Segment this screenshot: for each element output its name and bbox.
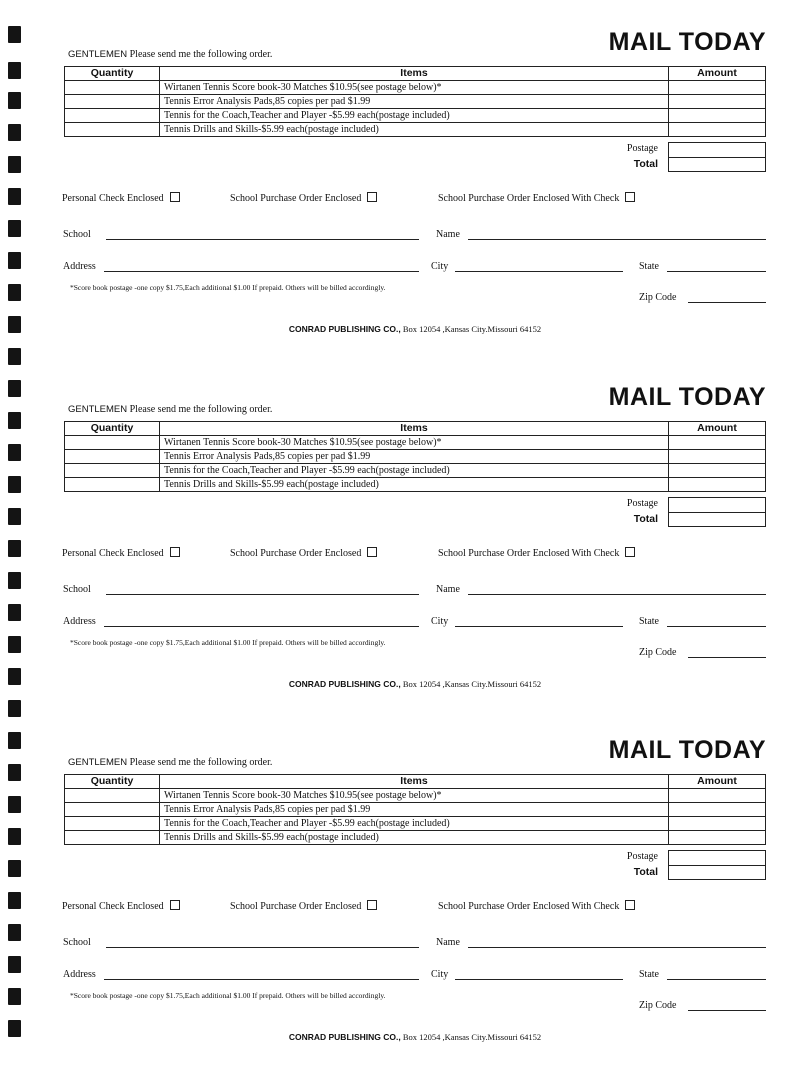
greeting-text: Please send me the following order.: [129, 49, 273, 60]
table-row: [65, 95, 766, 109]
amount-cell[interactable]: [669, 81, 766, 95]
quantity-header: Quantity: [65, 775, 160, 789]
city-field[interactable]: [455, 979, 623, 980]
punch-mark: [8, 380, 21, 397]
quantity-cell[interactable]: [65, 831, 160, 845]
amount-cell[interactable]: [669, 450, 766, 464]
publisher-address: Box 12054 ,Kansas City.Missouri 64152: [402, 1032, 542, 1042]
greeting-text: Please send me the following order.: [129, 404, 273, 415]
punch-mark: [8, 636, 21, 653]
school-po-check-option: [438, 900, 635, 912]
quantity-cell[interactable]: [65, 436, 160, 450]
table-row: [65, 817, 766, 831]
total-box[interactable]: [668, 512, 766, 527]
table-row: [65, 803, 766, 817]
personal-check-option: [62, 192, 180, 204]
school-po-check-option: [438, 547, 635, 559]
order-table: [64, 66, 766, 137]
greeting-text: Please send me the following order.: [129, 757, 273, 768]
amount-header: Amount: [669, 67, 766, 81]
name-field[interactable]: [468, 947, 766, 948]
address-label: Address: [63, 261, 96, 272]
quantity-cell[interactable]: [65, 123, 160, 137]
zip-label: Zip Code: [639, 1000, 677, 1011]
name-field[interactable]: [468, 239, 766, 240]
items-header: Items: [160, 422, 669, 436]
table-row: [65, 81, 766, 95]
zip-label: Zip Code: [639, 292, 677, 303]
amount-cell[interactable]: [669, 803, 766, 817]
punch-mark: [8, 92, 21, 109]
punch-mark: [8, 892, 21, 909]
personal-check-checkbox[interactable]: [170, 192, 180, 202]
name-label: Name: [436, 937, 460, 948]
punch-mark: [8, 188, 21, 205]
quantity-cell[interactable]: [65, 478, 160, 492]
state-field[interactable]: [667, 271, 766, 272]
item-cell: Tennis for the Coach,Teacher and Player -$5.99 each(postage included): [160, 817, 669, 831]
item-cell: Tennis Drills and Skills-$5.99 each(postage included): [160, 123, 669, 137]
total-box[interactable]: [668, 157, 766, 172]
school-field[interactable]: [106, 239, 419, 240]
amount-cell[interactable]: [669, 436, 766, 450]
state-label: State: [639, 616, 659, 627]
quantity-header: Quantity: [65, 422, 160, 436]
city-label: City: [431, 616, 449, 627]
table-row: [65, 436, 766, 450]
zip-field[interactable]: [688, 657, 766, 658]
table-header-row: [65, 422, 766, 436]
order-form-1: [64, 28, 766, 358]
table-header-row: [65, 775, 766, 789]
punch-mark: [8, 988, 21, 1005]
punch-mark: [8, 476, 21, 493]
punch-marks: [8, 26, 24, 1046]
amount-header: Amount: [669, 422, 766, 436]
postage-label: Postage: [626, 143, 658, 154]
personal-check-label: Personal Check Enclosed: [62, 901, 164, 912]
table-row: [65, 450, 766, 464]
postage-note: *Score book postage -one copy $1.75,Each additional $1.00 If prepaid. Others will be billed accordingly.: [70, 283, 386, 292]
publisher-address: Box 12054 ,Kansas City.Missouri 64152: [402, 324, 542, 334]
punch-mark: [8, 956, 21, 973]
punch-mark: [8, 668, 21, 685]
address-field[interactable]: [104, 271, 419, 272]
mail-today-title: MAIL TODAY: [608, 28, 766, 56]
postage-row: [64, 142, 766, 157]
zip-field[interactable]: [688, 302, 766, 303]
item-cell: Tennis Error Analysis Pads,85 copies per pad $1.99: [160, 450, 669, 464]
punch-mark: [8, 26, 21, 43]
school-po-check-label: School Purchase Order Enclosed With Check: [438, 548, 620, 559]
school-label: School: [63, 229, 91, 240]
school-po-checkbox[interactable]: [367, 547, 377, 557]
punch-mark: [8, 124, 21, 141]
table-row: [65, 831, 766, 845]
punch-mark: [8, 860, 21, 877]
greeting-lead: GENTLEMEN: [68, 757, 128, 768]
item-cell: Tennis Drills and Skills-$5.99 each(postage included): [160, 478, 669, 492]
city-field[interactable]: [455, 626, 623, 627]
zip-label: Zip Code: [639, 647, 677, 658]
table-row: [65, 123, 766, 137]
greeting: [68, 404, 272, 415]
postage-box[interactable]: [668, 497, 766, 513]
mail-today-title: MAIL TODAY: [608, 383, 766, 411]
punch-mark: [8, 220, 21, 237]
amount-cell[interactable]: [669, 478, 766, 492]
punch-mark: [8, 348, 21, 365]
personal-check-label: Personal Check Enclosed: [62, 193, 164, 204]
state-label: State: [639, 261, 659, 272]
table-row: [65, 109, 766, 123]
school-po-check-checkbox[interactable]: [625, 900, 635, 910]
postage-label: Postage: [626, 498, 658, 509]
school-po-option: [230, 192, 377, 204]
school-po-check-checkbox[interactable]: [625, 192, 635, 202]
school-po-label: School Purchase Order Enclosed: [230, 901, 362, 912]
total-row: [64, 865, 766, 880]
quantity-cell[interactable]: [65, 789, 160, 803]
punch-mark: [8, 156, 21, 173]
school-po-check-option: [438, 192, 635, 204]
school-po-check-label: School Purchase Order Enclosed With Check: [438, 901, 620, 912]
totals: [64, 497, 766, 527]
name-label: Name: [436, 229, 460, 240]
punch-mark: [8, 604, 21, 621]
punch-mark: [8, 252, 21, 269]
total-label: Total: [633, 866, 658, 878]
punch-mark: [8, 572, 21, 589]
personal-check-checkbox[interactable]: [170, 900, 180, 910]
postage-note: *Score book postage -one copy $1.75,Each additional $1.00 If prepaid. Others will be billed accordingly.: [70, 638, 386, 647]
punch-mark: [8, 540, 21, 557]
postage-label: Postage: [626, 851, 658, 862]
punch-mark: [8, 764, 21, 781]
address-field[interactable]: [104, 626, 419, 627]
school-field[interactable]: [106, 947, 419, 948]
address-label: Address: [63, 616, 96, 627]
publisher-line: [64, 324, 766, 334]
personal-check-checkbox[interactable]: [170, 547, 180, 557]
name-label: Name: [436, 584, 460, 595]
zip-field[interactable]: [688, 1010, 766, 1011]
publisher-name: CONRAD PUBLISHING CO.,: [288, 679, 401, 689]
item-cell: Tennis for the Coach,Teacher and Player -$5.99 each(postage included): [160, 464, 669, 478]
publisher-name: CONRAD PUBLISHING CO.,: [288, 324, 401, 334]
school-po-label: School Purchase Order Enclosed: [230, 193, 362, 204]
postage-row: [64, 497, 766, 512]
item-cell: Tennis Error Analysis Pads,85 copies per pad $1.99: [160, 95, 669, 109]
order-table: [64, 774, 766, 845]
school-label: School: [63, 584, 91, 595]
total-box[interactable]: [668, 865, 766, 880]
city-label: City: [431, 969, 449, 980]
postage-box[interactable]: [668, 142, 766, 158]
school-field[interactable]: [106, 594, 419, 595]
quantity-cell[interactable]: [65, 81, 160, 95]
item-cell: Tennis Error Analysis Pads,85 copies per pad $1.99: [160, 803, 669, 817]
school-po-check-checkbox[interactable]: [625, 547, 635, 557]
postage-box[interactable]: [668, 850, 766, 866]
items-header: Items: [160, 67, 669, 81]
quantity-cell[interactable]: [65, 109, 160, 123]
amount-cell[interactable]: [669, 123, 766, 137]
school-po-checkbox[interactable]: [367, 192, 377, 202]
table-row: [65, 789, 766, 803]
publisher-line: [64, 1032, 766, 1042]
punch-mark: [8, 828, 21, 845]
school-po-checkbox[interactable]: [367, 900, 377, 910]
punch-mark: [8, 412, 21, 429]
postage-note: *Score book postage -one copy $1.75,Each additional $1.00 If prepaid. Others will be billed accordingly.: [70, 991, 386, 1000]
amount-cell[interactable]: [669, 95, 766, 109]
state-field[interactable]: [667, 626, 766, 627]
total-row: [64, 157, 766, 172]
amount-cell[interactable]: [669, 817, 766, 831]
quantity-cell[interactable]: [65, 95, 160, 109]
city-label: City: [431, 261, 449, 272]
table-row: [65, 464, 766, 478]
school-po-label: School Purchase Order Enclosed: [230, 548, 362, 559]
totals: [64, 850, 766, 880]
school-label: School: [63, 937, 91, 948]
state-label: State: [639, 969, 659, 980]
quantity-cell[interactable]: [65, 464, 160, 478]
item-cell: Wirtanen Tennis Score book-30 Matches $10.95(see postage below)*: [160, 436, 669, 450]
items-header: Items: [160, 775, 669, 789]
punch-mark: [8, 508, 21, 525]
punch-mark: [8, 444, 21, 461]
punch-mark: [8, 1020, 21, 1037]
greeting: [68, 757, 272, 768]
publisher-address: Box 12054 ,Kansas City.Missouri 64152: [402, 679, 542, 689]
quantity-cell[interactable]: [65, 817, 160, 831]
amount-cell[interactable]: [669, 109, 766, 123]
greeting: [68, 49, 272, 60]
totals: [64, 142, 766, 172]
amount-header: Amount: [669, 775, 766, 789]
order-form-2: [64, 383, 766, 713]
quantity-cell[interactable]: [65, 803, 160, 817]
quantity-header: Quantity: [65, 67, 160, 81]
item-cell: Wirtanen Tennis Score book-30 Matches $10.95(see postage below)*: [160, 789, 669, 803]
punch-mark: [8, 284, 21, 301]
greeting-lead: GENTLEMEN: [68, 404, 128, 415]
name-field[interactable]: [468, 594, 766, 595]
school-po-option: [230, 547, 377, 559]
order-form-3: [64, 736, 766, 1066]
punch-mark: [8, 732, 21, 749]
amount-cell[interactable]: [669, 831, 766, 845]
personal-check-option: [62, 900, 180, 912]
order-table: [64, 421, 766, 492]
address-label: Address: [63, 969, 96, 980]
punch-mark: [8, 316, 21, 333]
total-row: [64, 512, 766, 527]
item-cell: Wirtanen Tennis Score book-30 Matches $10.95(see postage below)*: [160, 81, 669, 95]
state-field[interactable]: [667, 979, 766, 980]
quantity-cell[interactable]: [65, 450, 160, 464]
personal-check-label: Personal Check Enclosed: [62, 548, 164, 559]
table-header-row: [65, 67, 766, 81]
table-row: [65, 478, 766, 492]
postage-row: [64, 850, 766, 865]
greeting-lead: GENTLEMEN: [68, 49, 128, 60]
mail-today-title: MAIL TODAY: [608, 736, 766, 764]
amount-cell[interactable]: [669, 789, 766, 803]
amount-cell[interactable]: [669, 464, 766, 478]
personal-check-option: [62, 547, 180, 559]
punch-mark: [8, 62, 21, 79]
punch-mark: [8, 924, 21, 941]
school-po-option: [230, 900, 377, 912]
total-label: Total: [633, 513, 658, 525]
punch-mark: [8, 796, 21, 813]
total-label: Total: [633, 158, 658, 170]
item-cell: Tennis for the Coach,Teacher and Player -$5.99 each(postage included): [160, 109, 669, 123]
city-field[interactable]: [455, 271, 623, 272]
publisher-line: [64, 679, 766, 689]
item-cell: Tennis Drills and Skills-$5.99 each(postage included): [160, 831, 669, 845]
punch-mark: [8, 700, 21, 717]
publisher-name: CONRAD PUBLISHING CO.,: [288, 1032, 401, 1042]
school-po-check-label: School Purchase Order Enclosed With Check: [438, 193, 620, 204]
address-field[interactable]: [104, 979, 419, 980]
